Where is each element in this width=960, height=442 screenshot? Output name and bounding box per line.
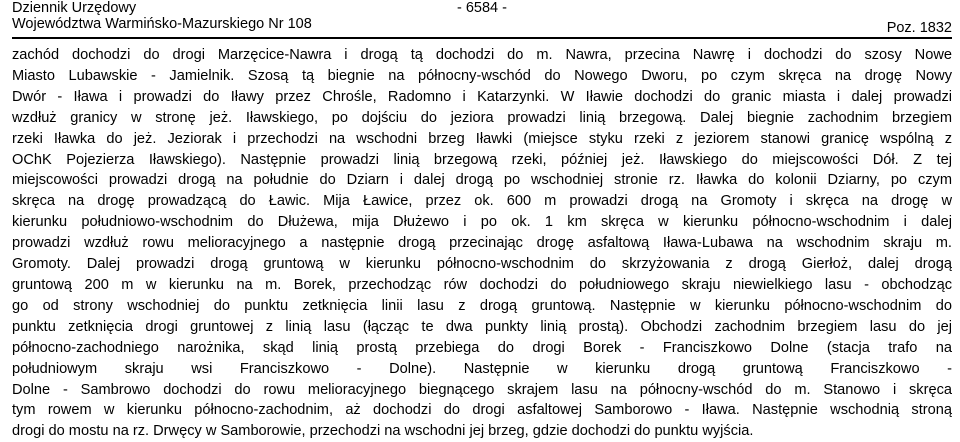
text-line: prowadzi wzdłuż rowu melioracyjnego a następnie drogą przecinając drogę asfaltową Iława-Lubawa na wschodnim skraju m.	[12, 235, 952, 252]
text-line: północno-zachodniego narożnika, skąd linią prostą przebiega do drogi Borek - Franciszkowo Dolne (stacja trafo na	[12, 339, 952, 356]
text-line: gruntową 200 m w kierunku na m. Borek, przechodząc rów dochodzi do południowego skraju niewielkiego lasu - obchodząc	[12, 276, 952, 293]
text-line: tym rowem w kierunku północno-zachodnim, aż dochodzi do drogi asfaltowej Samborowo - Iława. Następnie wschodnią stroną	[12, 402, 952, 419]
text-line: skręca na drogę prowadzącą do Ławic. Mija Ławice, przez ok. 600 m prowadzi drogą na Gromoty i skręca na drogę w	[12, 193, 952, 210]
text-line: Miasto Lubawskie - Jamielnik. Szosą tą biegnie na północny-wschód do Nowego Dworu, po czym skręca na drogę Nowy	[12, 67, 952, 84]
text-line: drogi do mostu na rz. Drwęcy w Samborowie, przechodzi na wschodni jej brzeg, gdzie dochodzi do punktu wyjścia.	[12, 423, 754, 440]
text-line: go od strony wschodniej do punktu zetknięcia linii lasu z drogą gruntową. Następnie w kierunku północno-wschodnim do	[12, 297, 952, 314]
text-line: kierunku południowo-wschodnim do Dłużewa, mija Dłużewo i po ok. 1 km skręca w kierunku północno-wschodnim i dalej	[12, 214, 952, 231]
text-line: zachód dochodzi do drogi Marzęcice-Nawra i drogą tą dochodzi do m. Nawra, przecina Nawrę i dochodzi do szosy Nowe	[12, 47, 952, 63]
position-number: Poz. 1832	[886, 20, 952, 36]
document-page	[12, 0, 952, 440]
body-paragraph	[12, 45, 952, 442]
text-line: miejscowości prowadzi drogą na południe do Dziarn i dalej drogą po wschodniej stronie rz. Iławka do kolonii Dziarny, po czym	[12, 172, 952, 189]
page-header	[12, 0, 952, 40]
text-line: wzdłuż granicy w stronę jeż. Iławskiego, po dojściu do jeziora prowadzi linią brzegową. Dalej biegnie zachodnim brzegiem	[12, 109, 952, 126]
journal-name: Dziennik Urzędowy	[12, 0, 137, 16]
text-line: Gromoty. Dalej prowadzi drogą gruntową w kierunku północno-wschodnim do skrzyżowania z drogą Gierłoż, dalej drogą	[12, 256, 952, 273]
text-line: punktu zetknięcia drogi gruntowej z linią lasu (łącząc te dwa punkty linią prostą). Obchodzi zachodnim brzegiem lasu do jej	[12, 318, 952, 335]
text-line: południowym skraju wsi Franciszkowo - Dolne). Następnie w kierunku drogą gruntową Franciszkowo -	[12, 360, 952, 377]
text-line: rzeki Iławka do jeż. Jeziorak i przechodzi na wschodni brzeg Iławki (miejsce styku rzeki z jeziorem stanowi granicę wspólną z	[12, 130, 952, 147]
header-rule	[12, 37, 952, 39]
text-line: Dwór - Iława i prowadzi do Iławy przez Chrośle, Radomno i Katarzynki. W Iławie dochodzi do granic miasta i dalej prowadzi	[12, 88, 952, 105]
journal-title	[12, 0, 312, 32]
page-number: - 6584 -	[457, 0, 507, 16]
province-issue: Województwa Warmińsko-Mazurskiego Nr 108	[12, 16, 312, 32]
text-line: Dolne - Sambrowo dochodzi do rowu melioracyjnego biegnącego skrajem lasu na północny-wschód do m. Stanowo i skręca	[12, 381, 952, 398]
text-line: OChK Pojezierza Iławskiego). Następnie prowadzi linią brzegową rzeki, później jeż. Iławskiego do miejscowości Dół. Z tej	[12, 151, 952, 168]
